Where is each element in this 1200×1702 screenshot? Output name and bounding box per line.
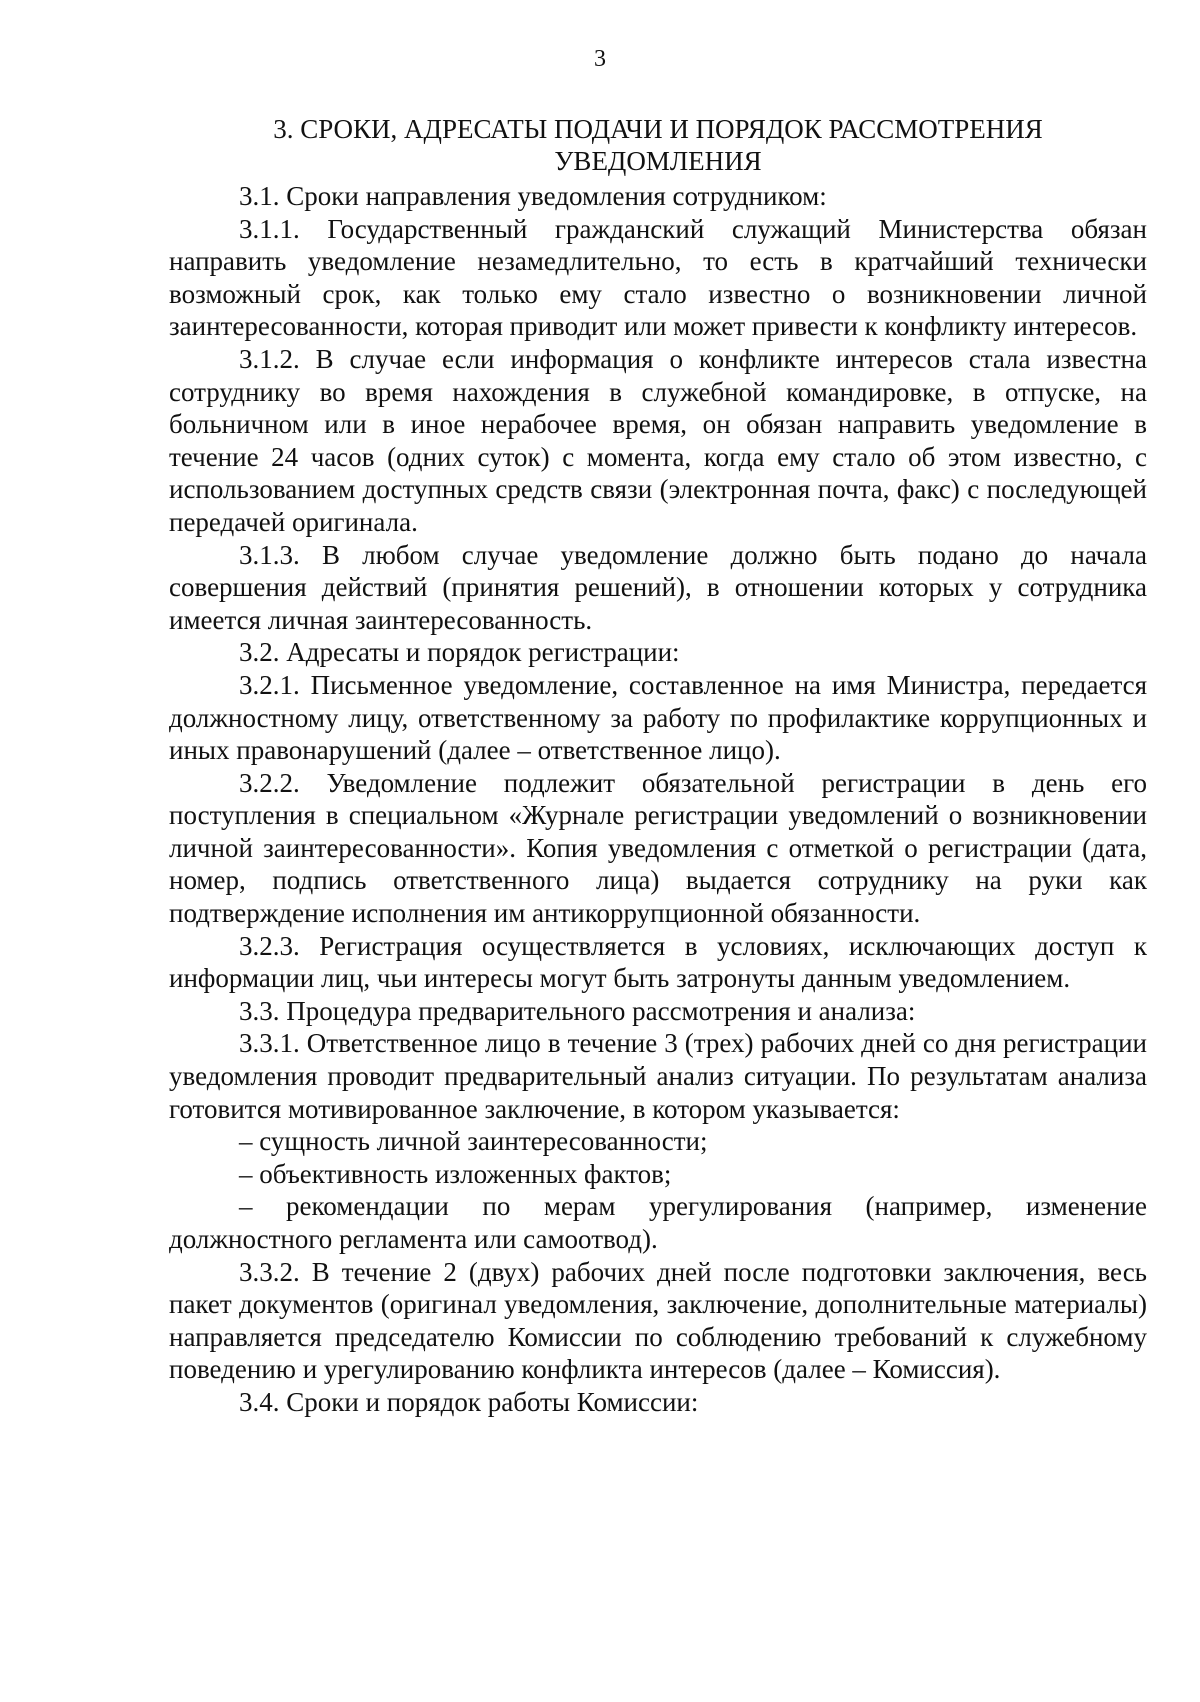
section-heading-line-1: 3. СРОКИ, АДРЕСАТЫ ПОДАЧИ И ПОРЯДОК РАССМОТРЕНИЯ (273, 114, 1043, 144)
section-heading-line-2: УВЕДОМЛЕНИЯ (554, 146, 762, 176)
paragraph-3-2-3: 3.2.3. Регистрация осуществляется в условиях, исключающих доступ к информации лиц, чьи интересы могут быть затронуты данным уведомлением. (169, 930, 1147, 994)
document-body (169, 113, 1147, 1419)
list-item-recommendations: – рекомендации по мерам урегулирования (например, изменение должностного регламента или самоотвод). (169, 1191, 1147, 1254)
list-item-essence: – сущность личной заинтересованности; (239, 1126, 708, 1157)
paragraph-3-3: 3.3. Процедура предварительного рассмотрения и анализа: (239, 995, 916, 1026)
paragraph-3-2: 3.2. Адресаты и порядок регистрации: (239, 637, 680, 668)
list-item-objectivity: – объективность изложенных фактов; (239, 1158, 672, 1189)
paragraph-3-2-2: 3.2.2. Уведомление подлежит обязательной регистрации в день его поступления в специальном «Журнале регистрации уведомлений о возникновении личной заинтересованности». Копия уведомления с отметкой о регистрации (дата, номер, подпись ответственного лица) выдается сотруднику на руки как подтверждение исполнения им антикоррупционной обязанности. (169, 767, 1147, 929)
paragraph-3-2-1: 3.2.1. Письменное уведомление, составленное на имя Министра, передается должностному лицу, ответственному за работу по профилактике коррупционных и иных правонарушений (далее – ответственное лицо). (169, 669, 1147, 766)
page-number: 3 (594, 46, 606, 72)
paragraph-3-1: 3.1. Сроки направления уведомления сотрудником: (239, 181, 827, 211)
paragraph-3-1-2: 3.1.2. В случае если информация о конфликте интересов стала известна сотруднику во время нахождения в служебной командировке, в отпуске, на больничном или в иное нерабочее время, он обязан направить уведомление в течение 24 часов (одних суток) с момента, когда ему стало об этом известно, с использованием доступных средств связи (электронная почта, факс) с последующей передачей оригинала. (169, 343, 1147, 537)
paragraph-3-3-2: 3.3.2. В течение 2 (двух) рабочих дней после подготовки заключения, весь пакет документов (оригинал уведомления, заключение, дополнительные материалы) направляется председателю Комиссии по соблюдению требований к служебному поведению и урегулированию конфликта интересов (далее – Комиссия). (169, 1256, 1147, 1385)
paragraph-3-4: 3.4. Сроки и порядок работы Комиссии: (239, 1386, 699, 1417)
paragraph-3-1-3: 3.1.3. В любом случае уведомление должно быть подано до начала совершения действий (принятия решений), в отношении которых у сотрудника имеется личная заинтересованность. (169, 539, 1147, 635)
section-heading (169, 113, 1147, 177)
paragraph-3-3-1: 3.3.1. Ответственное лицо в течение 3 (трех) рабочих дней со дня регистрации уведомления проводит предварительный анализ ситуации. По результатам анализа готовится мотивированное заключение, в котором указывается: (169, 1028, 1147, 1124)
paragraph-3-1-1: 3.1.1. Государственный гражданский служащий Министерства обязан направить уведомление незамедлительно, то есть в кратчайший технически возможный срок, как только ему стало известно о возникновении личной заинтересованности, которая приводит или может привести к конфликту интересов. (169, 213, 1147, 342)
